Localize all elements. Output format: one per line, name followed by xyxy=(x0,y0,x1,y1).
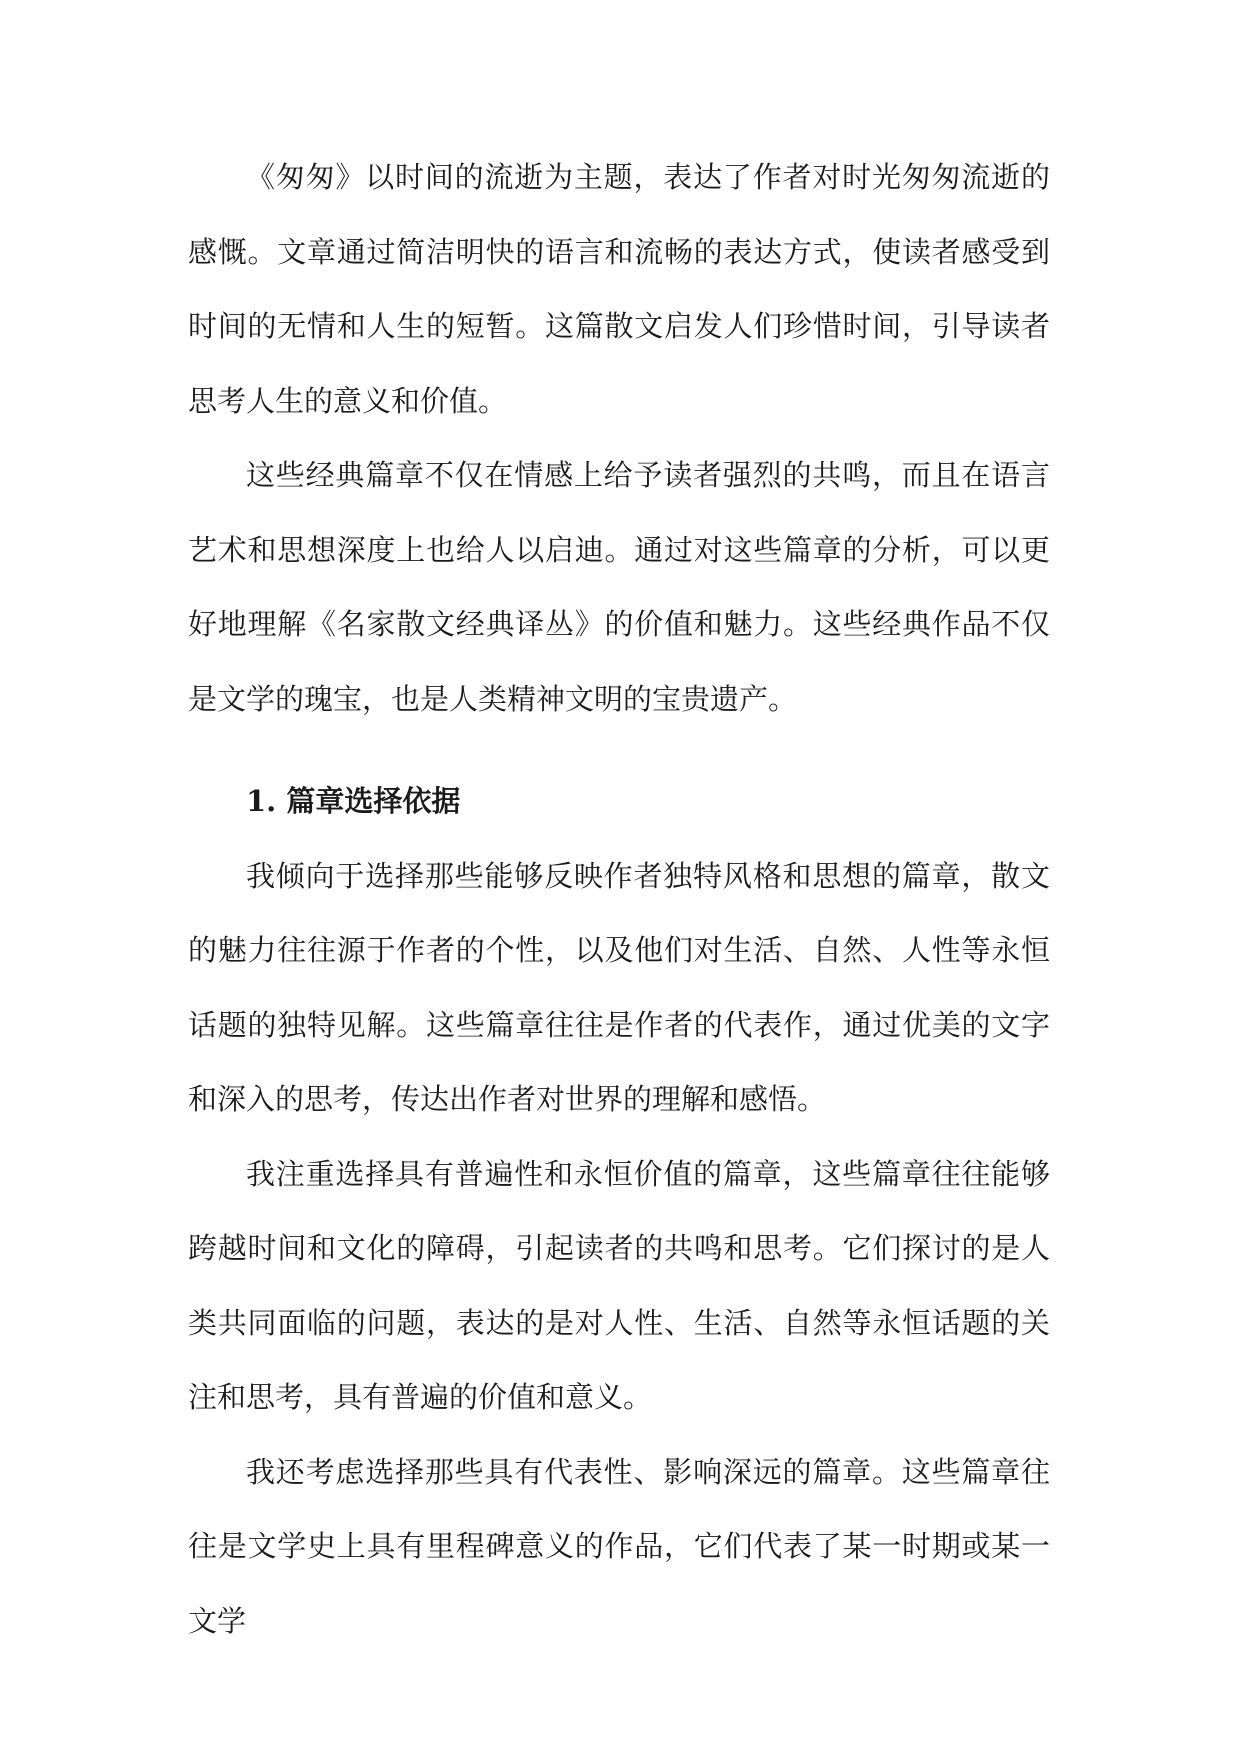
document-body xyxy=(188,140,1050,1658)
paragraph-classic-chapters: 这些经典篇章不仅在情感上给予读者强烈的共鸣，而且在语言艺术和思想深度上也给人以启迪。通过对这些篇章的分析，可以更好地理解《名家散文经典译丛》的价值和魅力。这些经典作品不仅是文学的瑰宝，也是人类精神文明的宝贵遗产。 xyxy=(188,458,1050,716)
section-heading: 1. 篇章选择依据 xyxy=(246,784,461,818)
paragraph-universal-value: 我注重选择具有普遍性和永恒价值的篇章，这些篇章往往能够跨越时间和文化的障碍，引起读者的共鸣和思考。它们探讨的是人类共同面临的问题，表达的是对人性、生活、自然等永恒话题的关注和思考，具有普遍的价值和意义。 xyxy=(188,1156,1050,1414)
paragraph-representative-works: 我还考虑选择那些具有代表性、影响深远的篇章。这些篇章往往是文学史上具有里程碑意义的作品，它们代表了某一时期或某一文学 xyxy=(188,1454,1050,1638)
section-spacer xyxy=(188,736,1050,764)
paragraph-author-style: 我倾向于选择那些能够反映作者独特风格和思想的篇章，散文的魅力往往源于作者的个性，以及他们对生活、自然、人性等永恒话题的独特见解。这些篇章往往是作者的代表作，通过优美的文字和深入的思考，传达出作者对世界的理解和感悟。 xyxy=(188,858,1050,1116)
paragraph-congcong-summary: 《匆匆》以时间的流逝为主题，表达了作者对时光匆匆流逝的感慨。文章通过简洁明快的语言和流畅的表达方式，使读者感受到时间的无情和人生的短暂。这篇散文启发人们珍惜时间，引导读者思考人生的意义和价值。 xyxy=(188,160,1050,418)
